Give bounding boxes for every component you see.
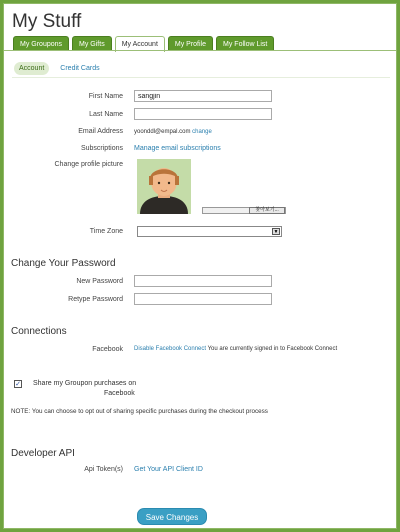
tab-my-groupons[interactable]: My Groupons bbox=[13, 36, 69, 51]
subscriptions-label: Subscriptions bbox=[80, 145, 123, 152]
facebook-status: You are currently signed in to Facebook Connect bbox=[207, 346, 338, 352]
sharing-note: NOTE: You can choose to opt out of sharing specific purchases during the checkout process bbox=[11, 408, 268, 415]
tab-my-follow-list[interactable]: My Follow List bbox=[216, 36, 274, 51]
profile-picture-label: Change profile picture bbox=[54, 161, 123, 168]
email-row bbox=[134, 129, 212, 135]
tab-my-gifts[interactable]: My Gifts bbox=[72, 36, 112, 51]
get-api-client-id-link[interactable]: Get Your API Client ID bbox=[134, 466, 203, 473]
share-on-facebook-checkbox[interactable]: ✓ bbox=[15, 381, 21, 388]
share-on-facebook-label-2: Facebook bbox=[104, 390, 135, 397]
last-name-field[interactable] bbox=[134, 108, 272, 120]
disable-facebook-connect-link[interactable]: Disable Facebook Connect bbox=[134, 346, 207, 352]
new-password-field[interactable] bbox=[134, 275, 272, 287]
time-zone-select[interactable] bbox=[137, 226, 282, 237]
retype-password-field[interactable] bbox=[134, 293, 272, 305]
facebook-row bbox=[134, 346, 337, 352]
tab-my-profile[interactable]: My Profile bbox=[168, 36, 213, 51]
share-on-facebook-label: Share my Groupon purchases on bbox=[33, 380, 137, 387]
subtab-divider bbox=[12, 77, 390, 78]
subtab-bar bbox=[14, 62, 105, 75]
new-password-label: New Password bbox=[76, 278, 123, 285]
api-token-label: Api Token(s) bbox=[84, 466, 123, 473]
tab-divider bbox=[4, 50, 396, 51]
email-value: yoonddl@empal.com bbox=[134, 129, 191, 135]
tab-my-account[interactable]: My Account bbox=[115, 36, 165, 52]
first-name-label: First Name bbox=[88, 93, 123, 100]
chevron-down-icon[interactable]: ▼ bbox=[273, 229, 279, 235]
account-panel bbox=[3, 3, 397, 529]
developer-api-title: Developer API bbox=[11, 448, 75, 459]
profile-picture bbox=[137, 159, 191, 214]
last-name-label: Last Name bbox=[89, 111, 123, 118]
first-name-field[interactable] bbox=[134, 90, 272, 102]
time-zone-label: Time Zone bbox=[89, 228, 123, 235]
change-password-title: Change Your Password bbox=[11, 258, 116, 269]
save-changes-button[interactable]: Save Changes bbox=[137, 508, 207, 525]
browse-button[interactable]: 찾아보기... bbox=[249, 207, 285, 214]
email-change-link[interactable]: change bbox=[192, 129, 212, 135]
manage-subscriptions-link[interactable]: Manage email subscriptions bbox=[134, 145, 221, 152]
retype-password-label: Retype Password bbox=[68, 296, 123, 303]
file-path-field[interactable] bbox=[202, 207, 286, 214]
connections-title: Connections bbox=[11, 326, 67, 337]
subtab-account[interactable]: Account bbox=[14, 62, 49, 75]
page-title: My Stuff bbox=[12, 11, 82, 32]
email-label: Email Address bbox=[78, 128, 123, 135]
facebook-label: Facebook bbox=[92, 346, 123, 353]
subtab-credit-cards[interactable]: Credit Cards bbox=[60, 65, 100, 72]
avatar-icon bbox=[137, 159, 191, 214]
